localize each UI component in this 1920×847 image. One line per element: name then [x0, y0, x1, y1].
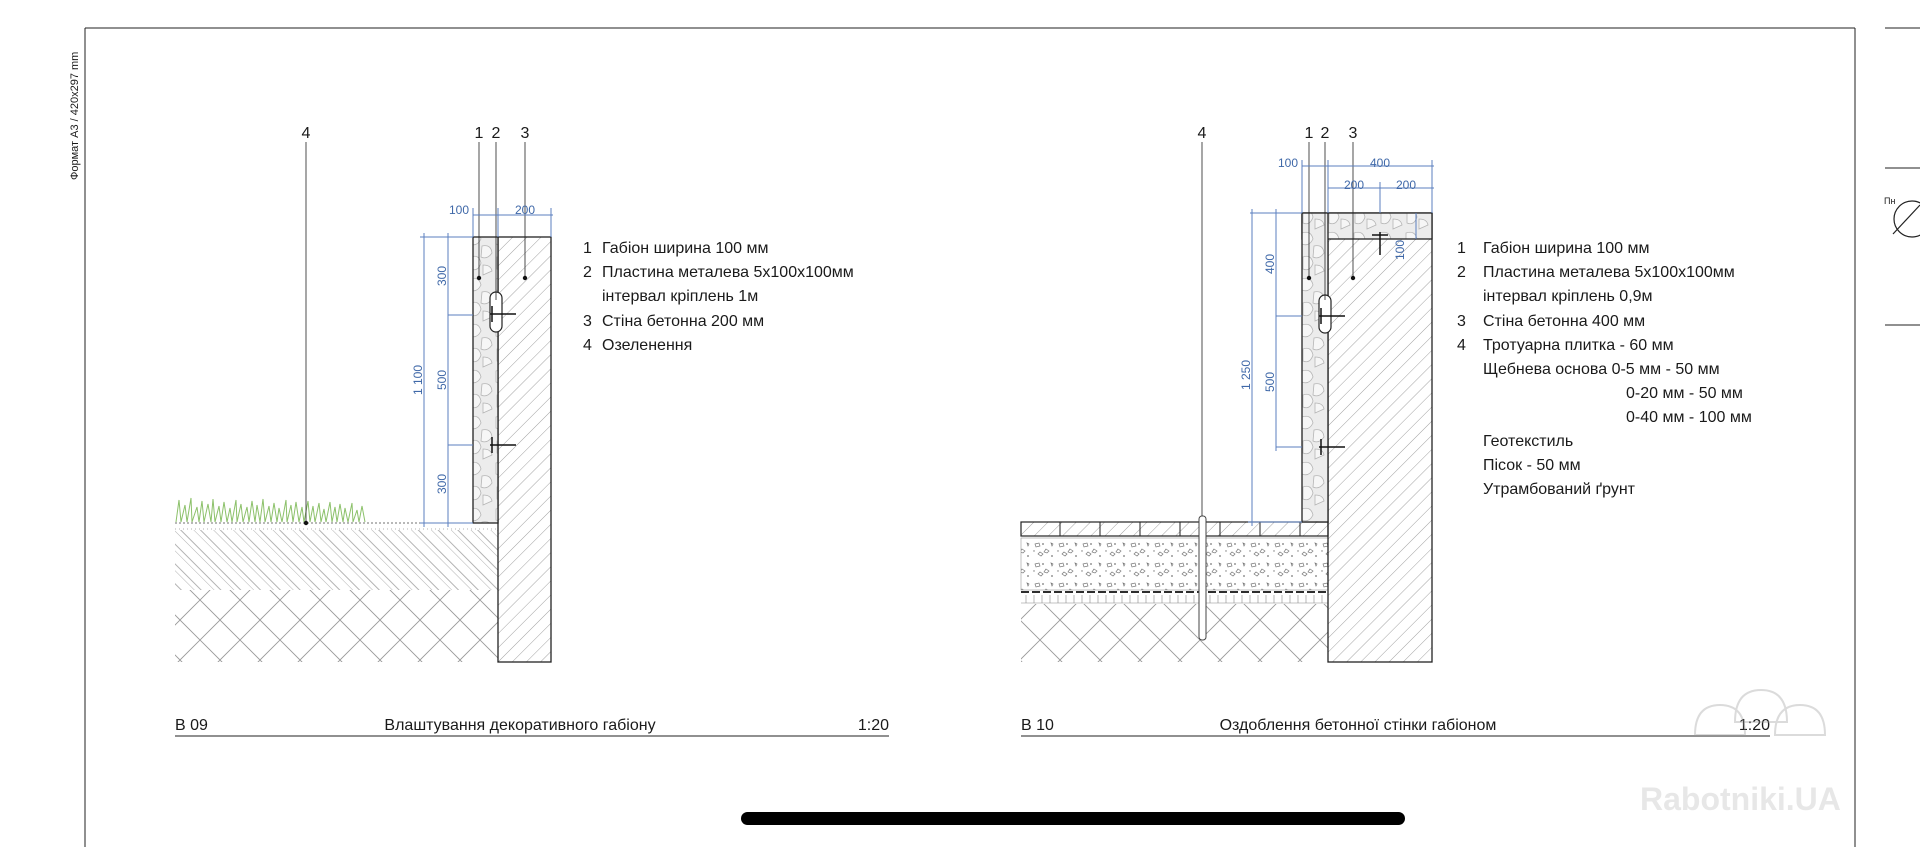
dim-top-400: 400	[1369, 156, 1391, 170]
grass-icon	[176, 498, 365, 522]
svg-text:Утрамбований ґрунт: Утрамбований ґрунт	[1483, 481, 1636, 498]
svg-text:4: 4	[1457, 337, 1466, 354]
svg-text:інтервал кріплень 1м: інтервал кріплень 1м	[602, 288, 759, 305]
svg-text:Пластина металева 5x100x100мм: Пластина металева 5x100x100мм	[602, 264, 854, 281]
svg-text:Стіна бетонна 400 мм: Стіна бетонна 400 мм	[1483, 313, 1646, 330]
callout-1: 1	[474, 125, 484, 142]
detail-code: В 09	[175, 717, 208, 734]
detail-code: В 10	[1021, 717, 1054, 734]
svg-text:Геотекстиль: Геотекстиль	[1483, 433, 1574, 450]
north-arrow-icon	[1893, 201, 1920, 237]
callout-2: 2	[1320, 125, 1330, 142]
dim-total-1100: 1 100	[411, 364, 425, 396]
watermark-logo	[1640, 690, 1841, 817]
svg-text:Пластина металева 5x100x100мм: Пластина металева 5x100x100мм	[1483, 264, 1735, 281]
callout-1: 1	[1304, 125, 1314, 142]
svg-text:2: 2	[1457, 264, 1466, 281]
svg-text:інтервал кріплень 0,9м: інтервал кріплень 0,9м	[1483, 288, 1653, 305]
compass-label: Пн	[1884, 196, 1896, 206]
svg-text:Пісок - 50 мм: Пісок - 50 мм	[1483, 457, 1581, 474]
detail-scale: 1:20	[1738, 717, 1770, 734]
home-indicator[interactable]	[741, 812, 1405, 825]
dim-top-200-right: 200	[1395, 178, 1417, 192]
detail-scale: 1:20	[857, 717, 889, 734]
dim-top-200-left: 200	[1343, 178, 1365, 192]
svg-text:Озеленення: Озеленення	[602, 337, 693, 354]
legend-b09	[583, 240, 854, 354]
detail-b10	[1021, 125, 1770, 736]
callout-3: 3	[520, 125, 530, 142]
svg-text:1: 1	[1457, 240, 1466, 257]
svg-text:1: 1	[583, 240, 592, 257]
svg-text:Стіна бетонна 200 мм: Стіна бетонна 200 мм	[602, 313, 765, 330]
detail-title: Влаштування декоративного габіону	[384, 717, 656, 734]
dim-right-100: 100	[1393, 239, 1407, 261]
svg-text:Габіон ширина 100 мм: Габіон ширина 100 мм	[1483, 240, 1650, 257]
dim-total-1250: 1 250	[1239, 359, 1253, 391]
dim-vert-300-bottom: 300	[435, 473, 449, 495]
svg-text:0-20 мм - 50 мм: 0-20 мм - 50 мм	[1626, 385, 1743, 402]
dim-vert-500: 500	[1263, 371, 1277, 393]
callout-4: 4	[301, 125, 311, 142]
dim-vert-400: 400	[1263, 253, 1277, 275]
dim-top-200: 200	[514, 203, 536, 217]
svg-text:3: 3	[1457, 313, 1466, 330]
svg-text:Тротуарна плитка - 60 мм: Тротуарна плитка - 60 мм	[1483, 337, 1674, 354]
dim-top-100: 100	[448, 203, 470, 217]
detail-b09	[175, 125, 889, 736]
svg-text:4: 4	[583, 337, 592, 354]
svg-text:Щебнева основа 0-5 мм - 50 мм: Щебнева основа 0-5 мм - 50 мм	[1483, 361, 1720, 378]
format-label: Формат А3 / 420x297 mm	[69, 51, 81, 180]
svg-text:Габіон ширина 100 мм: Габіон ширина 100 мм	[602, 240, 769, 257]
dim-top-100: 100	[1277, 156, 1299, 170]
svg-text:0-40 мм - 100 мм: 0-40 мм - 100 мм	[1626, 409, 1752, 426]
callout-2: 2	[491, 125, 501, 142]
watermark-text: Rabotniki.UA	[1640, 781, 1841, 817]
legend-b10	[1457, 240, 1752, 498]
callout-4: 4	[1197, 125, 1207, 142]
callout-3: 3	[1348, 125, 1358, 142]
svg-text:3: 3	[583, 313, 592, 330]
dim-vert-500: 500	[435, 369, 449, 391]
detail-title: Оздоблення бетонної стінки габіоном	[1219, 717, 1497, 734]
dim-vert-300-top: 300	[435, 265, 449, 287]
svg-text:2: 2	[583, 264, 592, 281]
